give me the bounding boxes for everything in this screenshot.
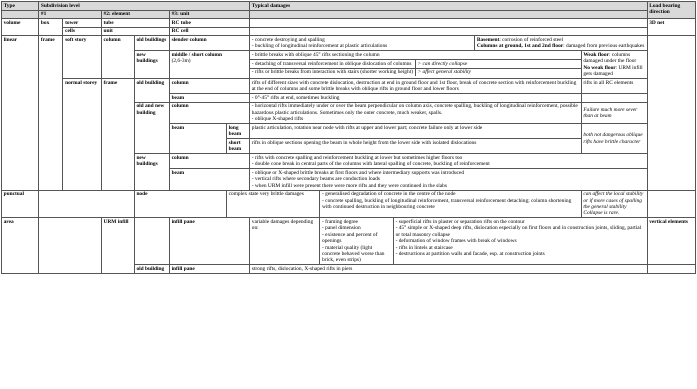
- slender-damages: [250, 36, 475, 51]
- columns-ground-label: Columns at ground, 1st and 2nd floor: [476, 43, 564, 50]
- ms-damage-1: - brittle breaks with oblique 45° rifts sectioning the column: [250, 51, 581, 59]
- weak-floor-text: : columns damaged under the floor: [583, 51, 637, 65]
- area-variable: variable damages depending on:: [250, 218, 320, 265]
- col-on-damage-1: - horizontal rifts immediately under or over the beam perpendicular on column axis, concrete spalling, buckling of longitudinal reinforcement, possible hazardous plastic articulations. Sometimes only the outer concrete, much weaker, spalls.: [251, 103, 578, 116]
- linear-column: column: [101, 36, 134, 79]
- col-on-damage-2: - oblique X-shaped rifts: [251, 116, 304, 123]
- volume-cells: cells: [63, 27, 101, 36]
- beam-note: both not dangerous oblique rifts have brittle character: [581, 124, 647, 154]
- volume-tower: tower: [63, 19, 101, 28]
- area-old-building: old building: [134, 265, 169, 274]
- header-lv2: #2: element: [101, 10, 169, 19]
- column-on-damages: [250, 102, 582, 123]
- linear-slender-column: slender column: [169, 36, 249, 51]
- weak-floor-label: Weak floor: [583, 51, 609, 58]
- no-weak-floor-text: : URM infill gets damaged: [583, 64, 643, 78]
- area-factor-1: - framing degree: [322, 219, 358, 225]
- beam-new-damage-1: - oblique or X-shaped brittle breaks at first floors and where intermediary supports was introduced: [251, 169, 465, 176]
- area-old-load: [647, 265, 695, 274]
- ms-damage-2-note: > can directly collapse: [415, 59, 580, 68]
- column-old-damages: rifts of different sizes with concrete dislocation, destruction at end in ground floor and 1st floor, break of concrete section with reinforcement buckling at the end of columns and some brittle breaks with oblique rifts in ground floor and lower floors: [250, 79, 582, 94]
- linear-old-building: old building: [134, 79, 169, 103]
- volume-rc-tube: RC tube: [169, 19, 249, 28]
- columns-ground-text: : damaged from previous earthquakes: [563, 43, 645, 50]
- node-damage-2: - concrete spalling, buckling of longitudinal reinforcement, transversal reinforcement detaching; column shortening with continued destruction in neighbouring concrete: [322, 197, 572, 210]
- header-lv1: #1: [39, 10, 102, 19]
- header-damages: Typical damages: [250, 2, 647, 11]
- linear-normal-storey: normal storey: [63, 79, 101, 190]
- header-lv3: #3: unit: [169, 10, 249, 19]
- beam-new-damage-3: - when URM infill were present there were more rifts and they were continued in the slabs: [251, 182, 447, 189]
- area-damage-1: - superficial rifts in plaster or separation rifts on the contour: [395, 219, 525, 225]
- volume-box: box: [39, 19, 63, 36]
- header-damages-sub: [250, 10, 647, 19]
- linear-soft-story: soft story: [63, 36, 101, 79]
- volume-unit: unit: [101, 27, 169, 36]
- basement-text: : corrosion of reinforced steel: [499, 36, 564, 43]
- middle-short-label: middle / short column: [171, 51, 223, 58]
- linear-middle-short: [169, 51, 249, 79]
- linear-new-buildings: new buildings: [134, 51, 169, 79]
- linear-short-beam: short beam: [227, 139, 250, 154]
- area-empty: [39, 218, 102, 274]
- header-load: Load bearing direction: [647, 2, 695, 19]
- linear-beam-3: beam: [169, 169, 249, 190]
- linear-column-3: column: [169, 102, 249, 123]
- type-volume: volume: [2, 19, 39, 36]
- slender-damage-1: - concrete destroying and spalling: [251, 36, 325, 43]
- linear-frame-2: frame: [101, 79, 134, 190]
- middle-range: (2,6-3m): [171, 58, 191, 65]
- node-left: complex state very brittle damages: [227, 190, 320, 218]
- linear-load: [647, 36, 695, 190]
- area-old-damages: strong rifts, dislocation, X-shaped rifts in piers: [250, 265, 647, 274]
- punctual-empty: [39, 190, 135, 218]
- weak-floor-notes: [581, 51, 647, 79]
- type-punctual: punctual: [2, 190, 39, 218]
- linear-new-buildings-2: new buildings: [134, 154, 169, 190]
- area-damages: [394, 218, 648, 265]
- area-infill-pane: infill pane: [169, 218, 249, 265]
- header-empty: [2, 10, 39, 19]
- area-infill-pane-2: infill pane: [169, 265, 249, 274]
- beam-new-damage-2: - vertical rifts where secondary beams are conduction loads: [251, 176, 380, 183]
- no-weak-floor-label: No weak floor: [583, 64, 616, 71]
- area-damage-4: - rifts in lintels at staircase: [395, 244, 453, 251]
- area-load: vertical elements: [647, 218, 695, 265]
- volume-tube: tube: [101, 19, 169, 28]
- column-new-damages: [250, 154, 647, 169]
- linear-long-beam: long beam: [227, 124, 250, 139]
- punctual-load: [647, 190, 695, 218]
- linear-beam-2: beam: [169, 124, 226, 154]
- punctual-node: node: [134, 190, 226, 218]
- area-factor-2: - panel dimension: [322, 225, 361, 232]
- beam-new-damages: [250, 169, 647, 190]
- col-new-damage-2: - double cone break in central parts of the columns with lateral spalling of concrete, buckling of reinforcement: [251, 161, 490, 168]
- slender-notes: [475, 36, 647, 51]
- slender-damage-2: - buckling of longitudinal reinforcement at plastic articulations: [251, 43, 388, 50]
- ms-damage-3-note: > affect general stability: [415, 68, 580, 76]
- area-factor-4: - material quality (light concrete behaved worse than brick, even strips): [322, 244, 385, 264]
- node-damages: [320, 190, 581, 218]
- node-note: can affect the local stability or if more cases of spalling the general stability Collapse is rare.: [581, 190, 647, 218]
- ms-damage-3: - rifts or brittle breaks from interaction with stairs (shorter working height): [251, 69, 413, 76]
- column-old-load: rifts in all RC elements: [581, 79, 647, 94]
- linear-beam: beam: [169, 94, 249, 103]
- header-type: Type: [2, 2, 39, 11]
- basement-label: Basement: [476, 36, 500, 43]
- linear-frame: frame: [39, 36, 63, 190]
- ms-damage-2: - detaching of transversal reinforcement in oblique dislocation of columns: [250, 59, 415, 68]
- linear-old-buildings: old buildings: [134, 36, 169, 51]
- column-on-note: Failure much more sever than at beam: [581, 102, 647, 123]
- type-linear: linear: [2, 36, 39, 190]
- damage-table: [1, 1, 696, 274]
- area-damage-2: - 45° simple or X-shaped deep rifts, dislocation especially on first floors and in construction joints, sliding, partial or total masonry collapse: [395, 225, 642, 238]
- middle-short-damages: [250, 51, 582, 79]
- beam-old-note: [581, 94, 647, 103]
- linear-column-4: column: [169, 154, 249, 169]
- volume-damages: [250, 19, 647, 28]
- area-factor-3: - existence and percent of openings: [322, 231, 378, 245]
- node-damage-1: - generalised degradation of concrete in the centre of the node: [322, 191, 456, 198]
- beam-old-damages: - 0°-45° rifts at end, sometimes buckling: [250, 94, 582, 103]
- type-area: area: [2, 218, 39, 274]
- header-subdivision: Subdivision level: [39, 2, 250, 11]
- area-factors: [320, 218, 394, 265]
- short-beam-damages: rifts in oblique sections opening the beam in whole height from the lower side with isolated dislocations: [250, 139, 582, 154]
- area-urm: URM infill: [101, 218, 134, 274]
- area-damage-5: - destructions at partition walls and facade, esp. at construction joints: [395, 251, 545, 258]
- long-beam-damages: plastic articulation, rotation near node with rifts at upper and lower part; concrete failure only at lower side: [250, 124, 582, 139]
- volume-rc-cell: RC cell: [169, 27, 249, 36]
- linear-column-2: column: [169, 79, 249, 94]
- col-new-damage-1: - rifts with concrete spalling and reinforcement buckling at lower but sometimes higher floors too: [251, 154, 463, 161]
- linear-old-new: old and new building: [134, 102, 169, 153]
- area-empty-2: [134, 218, 169, 265]
- volume-cell-damages: [250, 27, 647, 36]
- area-damage-3: - deformation of window frames with break of windows: [395, 238, 517, 245]
- volume-load: 3D net: [647, 19, 695, 36]
